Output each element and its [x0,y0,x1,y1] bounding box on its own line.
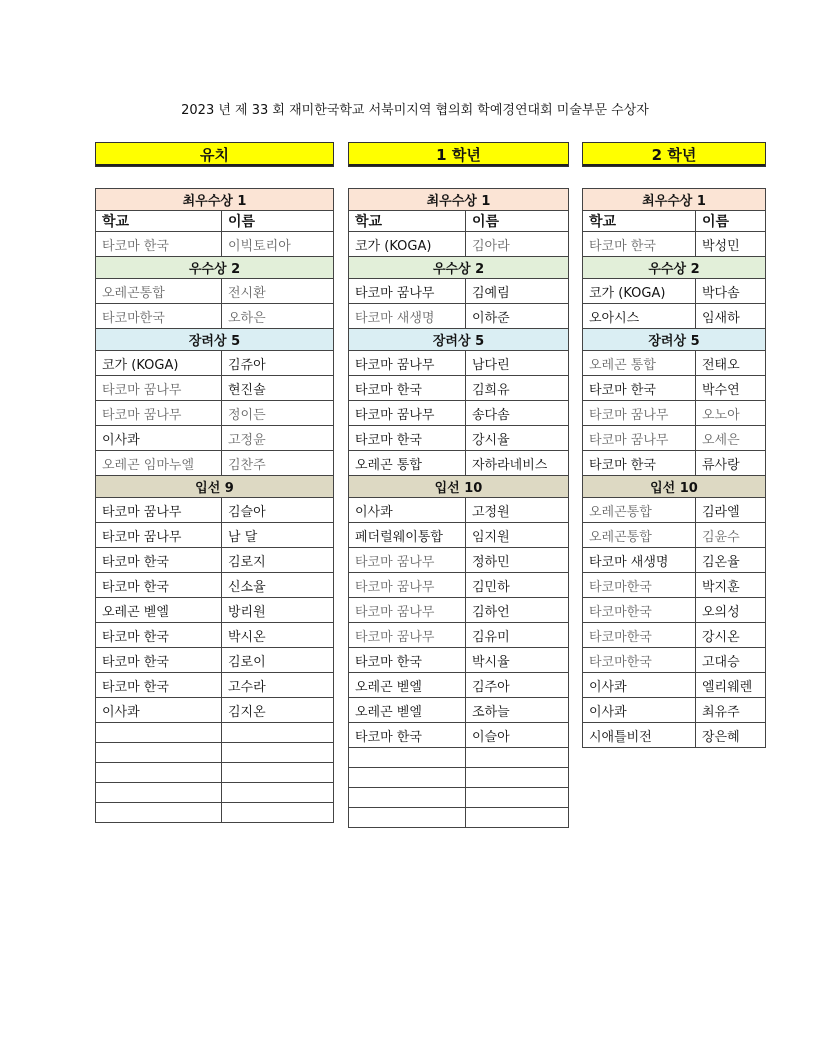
table-row [349,808,569,828]
name-cell: 강시온 [696,623,766,648]
name-cell: 김로지 [222,548,334,573]
award-table [95,188,334,823]
table-row [349,451,569,476]
name-cell: 김예림 [466,279,569,304]
school-cell: 이사콰 [583,698,696,723]
school-cell: 오레곤통합 [583,498,696,523]
school-header: 학교 [349,211,466,232]
school-cell: 타코마 한국 [96,573,222,598]
school-cell [349,768,466,788]
name-cell: 임새하 [696,304,766,329]
school-cell [96,743,222,763]
table-row [583,648,766,673]
encouragement-award-label: 장려상 5 [349,329,569,351]
school-header: 학교 [583,211,696,232]
grade-column [348,142,569,828]
name-cell [466,788,569,808]
table-row [349,376,569,401]
name-cell: 전시환 [222,279,334,304]
table-row [349,748,569,768]
table-row [96,523,334,548]
table-row [96,623,334,648]
table-row [349,304,569,329]
table-row [349,698,569,723]
table-row [349,723,569,748]
name-cell: 고정윤 [222,426,334,451]
school-cell: 오레곤통합 [96,279,222,304]
name-cell: 남 달 [222,523,334,548]
name-cell: 김하언 [466,598,569,623]
school-cell: 오레곤 임마누엘 [96,451,222,476]
name-cell [466,748,569,768]
school-cell: 타코마 꿈나무 [349,401,466,426]
school-cell: 오아시스 [583,304,696,329]
excellence-award-label: 우수상 2 [583,257,766,279]
school-cell [96,783,222,803]
table-row [583,304,766,329]
top-award-label: 최우수상 1 [96,189,334,211]
name-cell: 임지원 [466,523,569,548]
school-cell: 코가 (KOGA) [96,351,222,376]
school-cell: 타코마 한국 [96,232,222,257]
table-row [96,401,334,426]
table-row [349,768,569,788]
school-cell: 코가 (KOGA) [583,279,696,304]
name-cell: 박시온 [222,623,334,648]
name-cell: 오하은 [222,304,334,329]
name-cell: 남다린 [466,351,569,376]
name-cell: 김주아 [466,673,569,698]
name-cell: 박수연 [696,376,766,401]
school-cell: 오레곤 벧엘 [349,698,466,723]
table-row [96,783,334,803]
name-cell: 김쥬아 [222,351,334,376]
table-row [583,426,766,451]
table-row [96,673,334,698]
table-row [583,723,766,748]
school-cell: 타코마 꿈나무 [96,523,222,548]
name-cell: 오세은 [696,426,766,451]
table-row [96,304,334,329]
table-row [96,451,334,476]
excellence-award-label: 우수상 2 [349,257,569,279]
name-cell: 김로이 [222,648,334,673]
name-cell: 박다솜 [696,279,766,304]
name-header: 이름 [696,211,766,232]
school-cell: 이사콰 [96,698,222,723]
name-cell: 박지훈 [696,573,766,598]
name-cell: 신소율 [222,573,334,598]
table-row [349,498,569,523]
top-award-label: 최우수상 1 [583,189,766,211]
grade-header: 1 학년 [348,142,569,167]
name-cell: 김찬주 [222,451,334,476]
table-row [583,279,766,304]
school-cell: 타코마 한국 [349,648,466,673]
school-cell: 타코마 꿈나무 [96,498,222,523]
table-row [583,573,766,598]
school-cell: 타코마 한국 [349,723,466,748]
table-row [96,232,334,257]
school-cell: 타코마 꿈나무 [349,279,466,304]
school-cell: 타코마한국 [583,623,696,648]
school-cell: 오레곤통합 [583,523,696,548]
name-cell [222,763,334,783]
name-cell: 박성민 [696,232,766,257]
table-row [583,232,766,257]
name-cell: 김유미 [466,623,569,648]
table-row [96,598,334,623]
name-cell: 조하늘 [466,698,569,723]
table-row [583,523,766,548]
grade-column [95,142,334,823]
table-row [583,598,766,623]
school-cell: 타코마 꿈나무 [349,573,466,598]
table-row [349,523,569,548]
name-cell: 장은혜 [696,723,766,748]
school-cell [96,723,222,743]
school-cell: 타코마 꿈나무 [349,548,466,573]
encouragement-award-label: 장려상 5 [583,329,766,351]
name-cell: 현진솔 [222,376,334,401]
table-row [349,598,569,623]
name-cell: 김온율 [696,548,766,573]
name-cell: 최유주 [696,698,766,723]
table-row [583,376,766,401]
school-cell [349,748,466,768]
name-cell: 김슬아 [222,498,334,523]
encouragement-award-label: 장려상 5 [96,329,334,351]
school-cell: 시애틀비전 [583,723,696,748]
selection-award-label: 입선 10 [583,476,766,498]
table-row [96,573,334,598]
table-row [583,451,766,476]
school-cell: 오레곤 통합 [349,451,466,476]
name-cell: 고대승 [696,648,766,673]
table-row [583,401,766,426]
school-cell: 이사콰 [583,673,696,698]
name-cell: 오의성 [696,598,766,623]
table-row [96,763,334,783]
school-cell: 타코마 한국 [583,451,696,476]
school-cell: 타코마 새생명 [583,548,696,573]
top-award-label: 최우수상 1 [349,189,569,211]
table-row [583,673,766,698]
selection-award-label: 입선 9 [96,476,334,498]
table-row [349,648,569,673]
school-cell: 타코마 꿈나무 [96,376,222,401]
award-table [348,188,569,828]
table-row [583,351,766,376]
name-cell [222,783,334,803]
school-cell: 타코마한국 [583,598,696,623]
school-cell: 타코마 새생명 [349,304,466,329]
name-cell [466,768,569,788]
grade-header: 2 학년 [582,142,766,167]
school-cell: 타코마 한국 [349,426,466,451]
school-cell: 타코마한국 [96,304,222,329]
name-cell [466,808,569,828]
name-cell: 송다솜 [466,401,569,426]
school-cell: 타코마 꿈나무 [349,598,466,623]
name-header: 이름 [222,211,334,232]
school-cell: 타코마 한국 [96,673,222,698]
school-cell: 타코마 꿈나무 [96,401,222,426]
table-row [96,698,334,723]
school-cell: 타코마 꿈나무 [583,401,696,426]
name-cell: 김지온 [222,698,334,723]
school-cell: 오레곤 벧엘 [349,673,466,698]
school-cell: 타코마 꿈나무 [349,351,466,376]
school-cell: 타코마한국 [583,648,696,673]
page-title: 2023 년 제 33 회 재미한국학교 서북미지역 협의회 학예경연대회 미술부문 수상자 [181,103,649,118]
table-row [349,232,569,257]
table-row [583,548,766,573]
school-cell: 오레곤 벧엘 [96,598,222,623]
name-cell: 박시율 [466,648,569,673]
table-row [96,743,334,763]
table-row [96,548,334,573]
school-cell: 타코마 한국 [583,376,696,401]
school-cell [349,788,466,808]
school-cell: 페더럴웨이통합 [349,523,466,548]
table-row [349,548,569,573]
table-row [96,426,334,451]
name-cell [222,803,334,823]
school-cell: 이사콰 [349,498,466,523]
school-cell: 타코마 꿈나무 [349,623,466,648]
grade-header: 유치 [95,142,334,167]
school-cell: 타코마 한국 [96,548,222,573]
table-row [349,673,569,698]
name-header: 이름 [466,211,569,232]
table-row [583,623,766,648]
name-cell: 자하라네비스 [466,451,569,476]
grade-column [582,142,766,748]
school-cell [96,763,222,783]
table-row [96,498,334,523]
school-header: 학교 [96,211,222,232]
award-table [582,188,766,748]
table-row [349,573,569,598]
table-row [96,803,334,823]
school-cell [349,808,466,828]
name-cell: 김희유 [466,376,569,401]
name-cell: 김라엘 [696,498,766,523]
name-cell: 고정원 [466,498,569,523]
table-row [349,426,569,451]
table-row [349,623,569,648]
name-cell: 오노아 [696,401,766,426]
school-cell: 이사콰 [96,426,222,451]
school-cell: 오레곤 통합 [583,351,696,376]
table-row [583,698,766,723]
excellence-award-label: 우수상 2 [96,257,334,279]
table-row [349,351,569,376]
name-cell: 김아라 [466,232,569,257]
school-cell: 타코마 한국 [96,623,222,648]
school-cell [96,803,222,823]
name-cell: 이하준 [466,304,569,329]
name-cell [222,743,334,763]
name-cell: 전태오 [696,351,766,376]
name-cell: 김윤수 [696,523,766,548]
school-cell: 코가 (KOGA) [349,232,466,257]
name-cell: 강시율 [466,426,569,451]
table-row [349,401,569,426]
table-row [96,279,334,304]
school-cell: 타코마 한국 [349,376,466,401]
name-cell: 정이든 [222,401,334,426]
selection-award-label: 입선 10 [349,476,569,498]
name-cell: 고수라 [222,673,334,698]
school-cell: 타코마 꿈나무 [583,426,696,451]
name-cell: 엘리웨렌 [696,673,766,698]
table-row [96,351,334,376]
name-cell: 류사랑 [696,451,766,476]
table-row [349,279,569,304]
name-cell: 이빅토리아 [222,232,334,257]
name-cell [222,723,334,743]
table-row [349,788,569,808]
name-cell: 정하민 [466,548,569,573]
name-cell: 김민하 [466,573,569,598]
school-cell: 타코마한국 [583,573,696,598]
table-row [96,376,334,401]
name-cell: 이슬아 [466,723,569,748]
table-row [583,498,766,523]
table-row [96,648,334,673]
name-cell: 방리원 [222,598,334,623]
school-cell: 타코마 한국 [96,648,222,673]
table-row [96,723,334,743]
school-cell: 타코마 한국 [583,232,696,257]
